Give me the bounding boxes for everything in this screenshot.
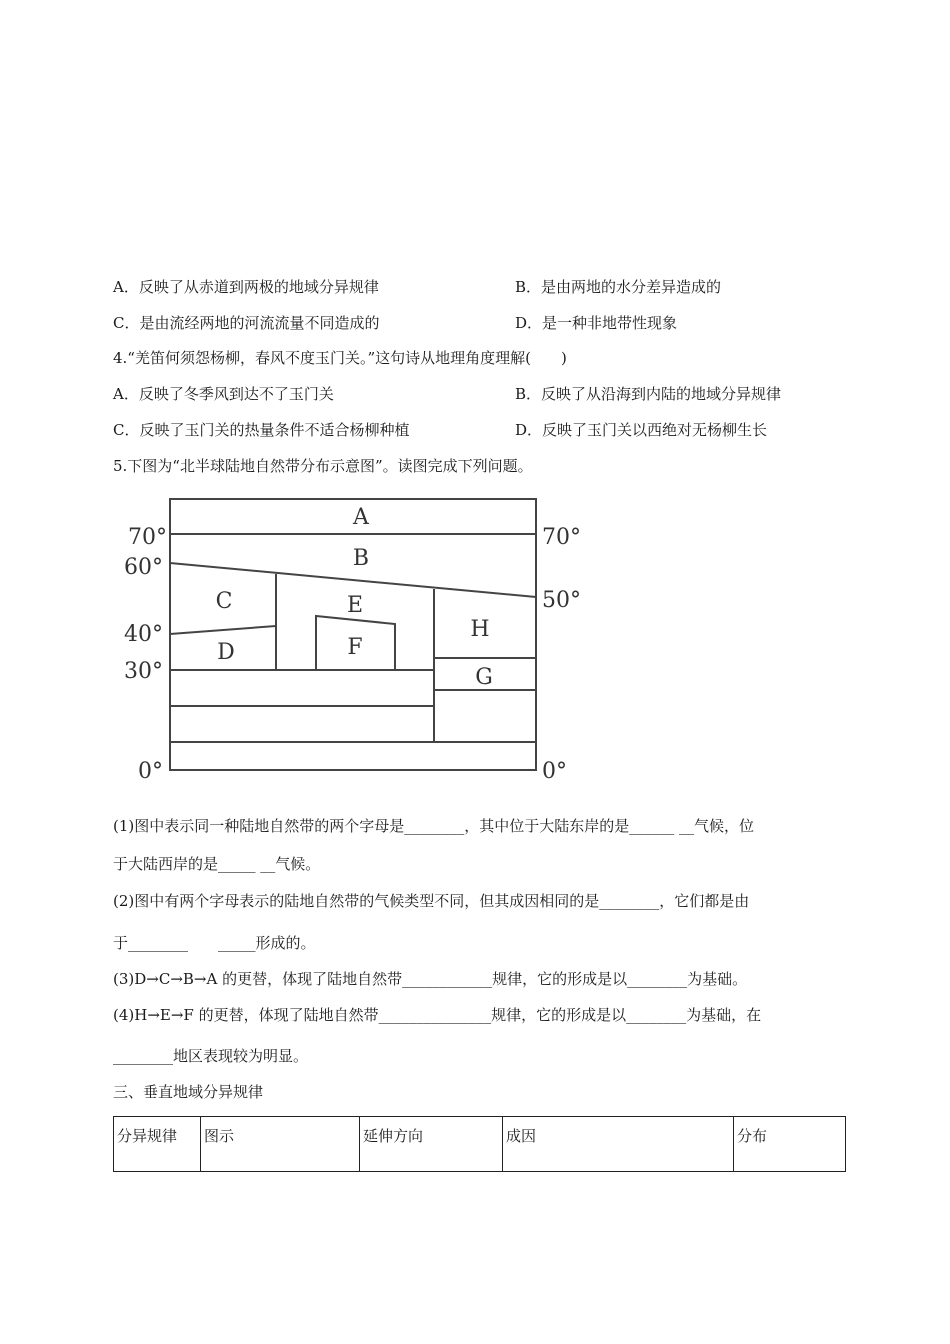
q5-sub3: (3)D→C→B→A 的更替，体现了陆地自然带____________规律，它的形成是以________为基础。: [113, 970, 748, 988]
q5-stem: 5.下图为“北半球陆地自然带分布示意图”。读图完成下列问题。: [113, 457, 533, 475]
q5-sub1-line2: 于大陆西岸的是_____ __气候。: [113, 855, 321, 873]
table-header-cell: 延伸方向: [360, 1117, 503, 1172]
lat-label-left: 60°: [124, 555, 163, 580]
q4-option-c: C．反映了玉门关的热量条件不适合杨柳种植: [113, 421, 410, 439]
cd-divider: [170, 626, 276, 634]
q5-sub2-line1: (2)图中有两个字母表示的陆地自然带的气候类型不同，但其成因相同的是________，它们都是由: [113, 892, 750, 910]
table-header-cell: 图示: [201, 1117, 360, 1172]
q4-option-a: A．反映了冬季风到达不了玉门关: [113, 385, 334, 403]
q4-option-d: D．反映了玉门关以西绝对无杨柳生长: [515, 421, 768, 439]
q5-sub2-line2: 于________ _____形成的。: [113, 934, 316, 952]
zone-label-d: D: [217, 640, 235, 665]
natural-zone-diagram: [118, 494, 588, 784]
zone-label-a: A: [353, 505, 369, 530]
lat-label-right: 50°: [542, 588, 581, 613]
lat-label-left: 0°: [138, 759, 163, 784]
lat-label-left: 40°: [124, 622, 163, 647]
lat-label-left: 70°: [128, 525, 167, 550]
zone-label-e: E: [346, 593, 364, 618]
zone-label-g: G: [475, 665, 493, 690]
zone-label-b: B: [352, 546, 370, 571]
table-header-row: [114, 1117, 846, 1172]
q3-option-b: B．是由两地的水分差异造成的: [515, 278, 722, 296]
lat-label-left: 30°: [124, 659, 163, 684]
q4-option-b: B．反映了从沿海到内陆的地域分异规律: [515, 385, 782, 403]
q5-sub4-line1: (4)H→E→F 的更替，体现了陆地自然带_______________规律，它的形成是以________为基础，在: [113, 1006, 762, 1024]
zone-label-f: F: [347, 635, 363, 660]
q3-option-d: D．是一种非地带性现象: [515, 314, 678, 332]
table-header-cell: 分异规律: [114, 1117, 201, 1172]
q5-sub4-line2: ________地区表现较为明显。: [113, 1047, 309, 1065]
q3-option-c: C．是由流经两地的河流流量不同造成的: [113, 314, 380, 332]
section3-title: 三、垂直地域分异规律: [113, 1083, 264, 1101]
table-header-cell: 成因: [503, 1117, 734, 1172]
lat-label-right: 70°: [542, 525, 581, 550]
zone-label-c: C: [215, 589, 233, 614]
zone-label-h: H: [470, 617, 490, 642]
q3-option-a: A．反映了从赤道到两极的地域分异规律: [113, 278, 379, 296]
q4-stem: 4.“羌笛何须怨杨柳，春风不度玉门关。”这句诗从地理角度理解( ): [113, 349, 567, 367]
q5-sub1-line1: (1)图中表示同一种陆地自然带的两个字母是________，其中位于大陆东岸的是______ __气候，位: [113, 817, 755, 835]
vertical-zonation-table: [113, 1116, 846, 1172]
lat-label-right: 0°: [542, 759, 567, 784]
table-header-cell: 分布: [734, 1117, 846, 1172]
